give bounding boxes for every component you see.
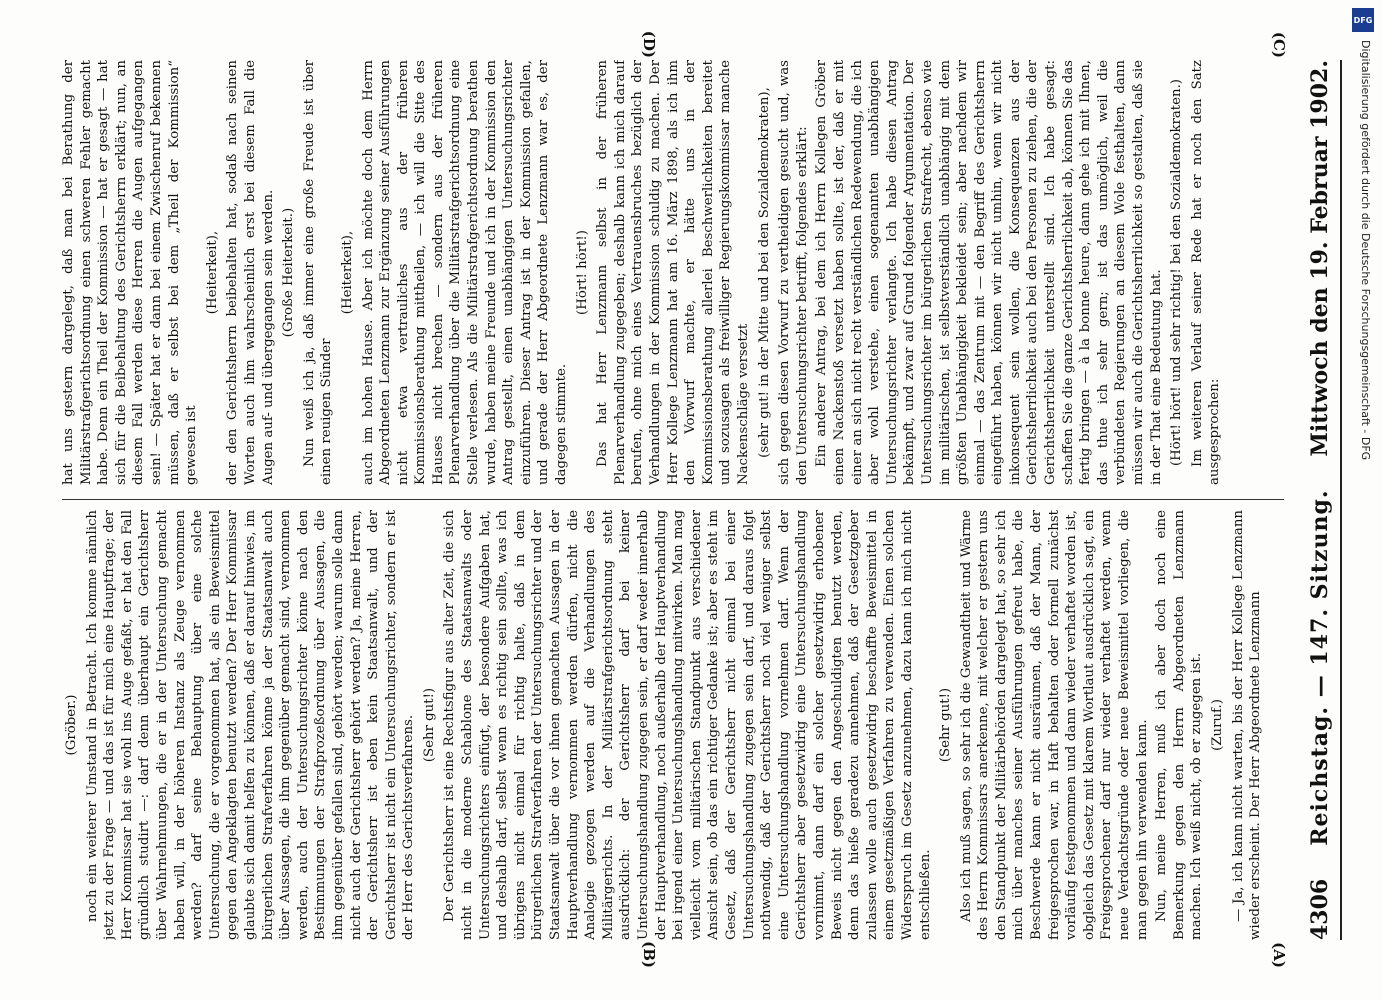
margin-marker-d: (D) xyxy=(640,30,658,58)
interjection: (Sehr gut!) xyxy=(938,687,954,763)
paragraph: — Ja, ich kann nicht warten, bis der Herr Kollege Lenzmann wieder erscheint. Der Herr Abgeordnete Lenzmann xyxy=(1230,510,1264,940)
interjection: (sehr gut! in der Mitte und bei den Sozialdemokraten), xyxy=(756,87,772,458)
column-rule xyxy=(62,499,1284,500)
interjection: (Zuruf.) xyxy=(1210,699,1225,751)
paragraph: Nun, meine Herren, muß ich aber doch noch eine Bemerkung gegen den Herrn Abgeordneten Lenzmann machen. Ich weiß nicht, ob er zugegen ist. xyxy=(1154,510,1205,940)
paragraph: Im weiteren Verlauf seiner Rede hat er noch den Satz ausgesprochen: xyxy=(1189,60,1223,485)
paragraph: Ein anderer Antrag, bei dem ich Herrn Kollegen Gröber einen Nackenstoß versetzt haben sollte, ist der, daß er mit einer an sich nicht recht verständlichen Redewendung, die ich aber wohl verstehe, einen sogenannten unabhängigen Untersuchungsrichter verlangte. Ich habe diesen Antrag bekämpft, und zwar auf Grund folgender Argumentation. Der Untersuchungsrichter im bürgerlichen Strafrecht, ebenso wie im militärischen, ist selbstverständlich unabhängig mit dem größten Unabhängigkeit bekleidet sein; aber nachdem wir einmal — das Zentrum mit — den Begriff des Gerichtsherrn eingeführt haben, können wir nicht umhin, wenn wir nicht inkonsequent sein wollen, die Konsequenzen aus der Gerichtsherrlichkeit auch bei den Personen zu ziehen, die der Gerichtsherrlichkeit unterstellt sind. Ich habe gesagt: schaffen Sie die ganze Gerichtsherrlichkeit ab, können Sie das fertig bringen — à la bonne heure, dann gehe ich mit Ihnen, das thue ich sehr gern; ist das unmöglich, weil die verbündeten Regierungen an diesem Wole festhalten, dann müssen wir auch die Gerichtsherrlichkeit so gestalten, daß sie in der That eine Bedeutung hat. xyxy=(814,60,1164,485)
margin-marker-a: (A) xyxy=(1270,942,1288,968)
paragraph: sich gegen diesen Vorwurf zu vertheidigen gesucht und, was den Untersuchungsrichter betrifft, folgendes erklärt: xyxy=(777,60,810,485)
session-date: Mittwoch den 19. Februar 1902. xyxy=(1307,60,1333,457)
margin-marker-b: (B) xyxy=(640,941,658,968)
interjection: (Hört! hört! und sehr richtig! bei den Sozialdemokraten.) xyxy=(1169,79,1185,467)
paragraph: Nun weiß ich ja, daß immer eine große Freude ist über einen reuigen Sünder xyxy=(301,60,335,485)
paragraph: Also ich muß sagen, so sehr ich die Gewandtheit und Wärme des Herrn Kommissars anerkenne, mit welcher er gestern uns den Standpunkt der Militärbehörden dargelegt hat, so sehr ich mich über manches seiner Ausführungen gefreut habe, die Beschwerde kann er nicht ausräumen, daß der Mann, der freigesprochen war, in Haft behalten oder formell zunächst vorläufig festgenommen und dann wieder verhaftet worden ist, obgleich das Gesetz mit klarem Wortlaut ausdrücklich sagt, ein Freigesprochener darf nur wieder verhaftet werden, wenn neue Verdachtsgründe oder neue Beweismittel vorliegen, die man gegen ihn verwenden kann. xyxy=(958,510,1150,940)
right-column xyxy=(60,60,1285,485)
interjection: (Sehr gut!) xyxy=(421,687,437,763)
session-title: Reichstag. — 147. Sitzung. xyxy=(1307,489,1333,846)
digitization-credit: Digitalisierung gefördert durch die Deutsche Forschungsgemeinschaft - DFG xyxy=(1359,40,1372,461)
dfg-logo: DFG xyxy=(1352,8,1374,32)
margin-marker-c: (C) xyxy=(1270,31,1288,58)
interjection: (Große Heiterkeit.) xyxy=(281,207,297,338)
paragraph: Das hat Herr Lenzmann selbst in der früheren Plenarverhandlung zugegeben; deshalb kann ich mich darauf berufen, ohne mich eines Vertrauensbruches bezüglich der Verhandlungen in der Kommission schuldig zu machen. Der Herr Kollege Lenzmann hat am 16. März 1898, als ich ihm den Vorwurf machte, er hätte uns in der Kommissionsberathung allerlei Beschwerlichkeiten bereitet und sozusagen als freiwilliger Regierungskommissar manche Nackenschläge versetzt xyxy=(595,60,751,485)
paragraph: auch im hohen Hause. Aber ich möchte doch dem Herrn Abgeordneten Lenzmann zur Ergänzung seiner Ausführungen nicht etwa vertrauliches aus der früheren Kommissionsberathung mittheilen, — ich will die Sitte des Hauses nicht brechen — sondern aus der früheren Plenarverhandlung über die Militärstrafgerichtsordnung eine Stelle verlesen. Als die Militärstrafgerichtsordnung berathen wurde, haben meine Freunde und ich in der Kommission den Antrag gestellt, einen unabhängigen Untersuchungsrichter einzuführen. Dieser Antrag ist in der Kommission gefallen, und gerade der Herr Abgeordnete Lenzmann war es, der dagegen stimmte. xyxy=(360,60,570,485)
page-number: 4306 xyxy=(1307,878,1333,940)
interjection: (Gröber.) xyxy=(64,694,79,756)
page-header xyxy=(1300,60,1342,940)
paragraph: hat uns gestern dargelegt, daß man bei Berathung der Militärstrafgerichtsordnung einen schweren Fehler gemacht habe. Denn ein Theil der Kommission — hat er gesagt — hat sich für die Beibehaltung des Gerichtsherrn erklärt; nun, an diesem Fall werden diese Herren die Augen aufgegangen sein! — Später hat er dann bei einem Zwischenruf bekennen müssen, daß er selbst bei dem „Theil der Kommission“ gewesen ist xyxy=(61,60,200,485)
paragraph: noch ein weiterer Umstand in Betracht. Ich komme nämlich jetzt zu der Frage — und das ist für mich eine Hauptfrage; der Herr Kommissar hat sie wohl ins Auge gefaßt, er hat den Fall gründlich studirt —: darf denn überhaupt ein Gerichtsherr über Wahrnehmungen, die er in der Untersuchung gemacht haben will, in der höheren Instanz als Zeuge vernommen werden? darf seine Behauptung über eine solche Untersuchung, die er vorgenommen hat, als ein Beweismittel gegen den Angeklagten benutzt werden? Der Herr Kommissar glaubte sich damit helfen zu können, daß er darauf hinwies, im bürgerlichen Strafverfahren könne ja der Staatsanwalt auch über Aussagen, die ihm gegenüber gemacht sind, vernommen werden, auch der Untersuchungsrichter könne nach den Bestimmungen der Strafprozeßordnung über Aussagen, die ihm gegenüber gefallen sind, gehört werden; warum solle dann nicht auch der Gerichtsherr gehört werden? Ja, meine Herren, der Gerichtsherr ist eben kein Staatsanwalt, und der Gerichtsherr ist nicht ein Untersuchungsrichter, sondern er ist der Herr des Gerichtsverfahrens. xyxy=(84,510,417,940)
interjection: (Hört! hört!) xyxy=(574,230,590,315)
paragraph: Der Gerichtsherr ist eine Rechtsfigur aus alter Zeit, die sich nicht in die moderne Schablone des Staatsanwalts oder Untersuchungsrichters einfügt, der besondere Aufgaben hat, und deshalb darf, selbst wenn es richtig sein sollte, was ich übrigens nicht einmal für richtig halte, daß in dem bürgerlichen Strafverfahren der Untersuchungsrichter und der Staatsanwalt über die vor ihnen gemachten Aussagen in der Hauptverhandlung vernommen werden dürfen, nicht die Analogie gezogen werden auf die Verhandlungen des Militärgerichts. In der Militärstrafgerichtsordnung steht ausdrücklich: der Gerichtsherr darf bei keiner Untersuchungshandlung zugegen sein, er darf weder innerhalb der Hauptverhandlung, noch außerhalb der Hauptverhandlung bei irgend einer Untersuchungshandlung mitwirken. Man mag vielleicht vom militärischen Standpunkt aus verschiedener Ansicht sein, ob das ein richtiger Gedanke ist; aber es steht im Gesetz, daß der Gerichtsherr nicht einmal bei einer Untersuchungshandlung zugegen sein darf, und daraus folgt nothwendig, daß der Gerichtsherr noch viel weniger selbst eine Untersuchungshandlung vornehmen darf. Wenn der Gerichtsherr aber gesetzwidrig eine Untersuchungshandlung vornimmt, dann darf ein solcher gesetzwidrig erhobener Beweis nicht gegen den Angeschuldigten benutzt werden, denn das hieße geradezu annehmen, daß der Gesetzgeber zulassen wolle auch gesetzwidrig beschaffte Beweismittel in einem gesetzmäßigen Verfahren zu verwenden. Einen solchen Widerspruch im Gesetz anzunehmen, dazu kann ich mich nicht entschließen. xyxy=(442,510,933,940)
left-column xyxy=(60,510,1285,940)
interjection: (Heiterkeit), xyxy=(204,230,220,315)
interjection: (Heiterkeit), xyxy=(339,230,355,315)
paragraph: der den Gerichtsherrn beibehalten hat, sodaß nach seinen Worten auch ihm wahrscheinlich erst bei diesem Fall die Augen auf- und übergegangen sein werden. xyxy=(225,60,276,485)
